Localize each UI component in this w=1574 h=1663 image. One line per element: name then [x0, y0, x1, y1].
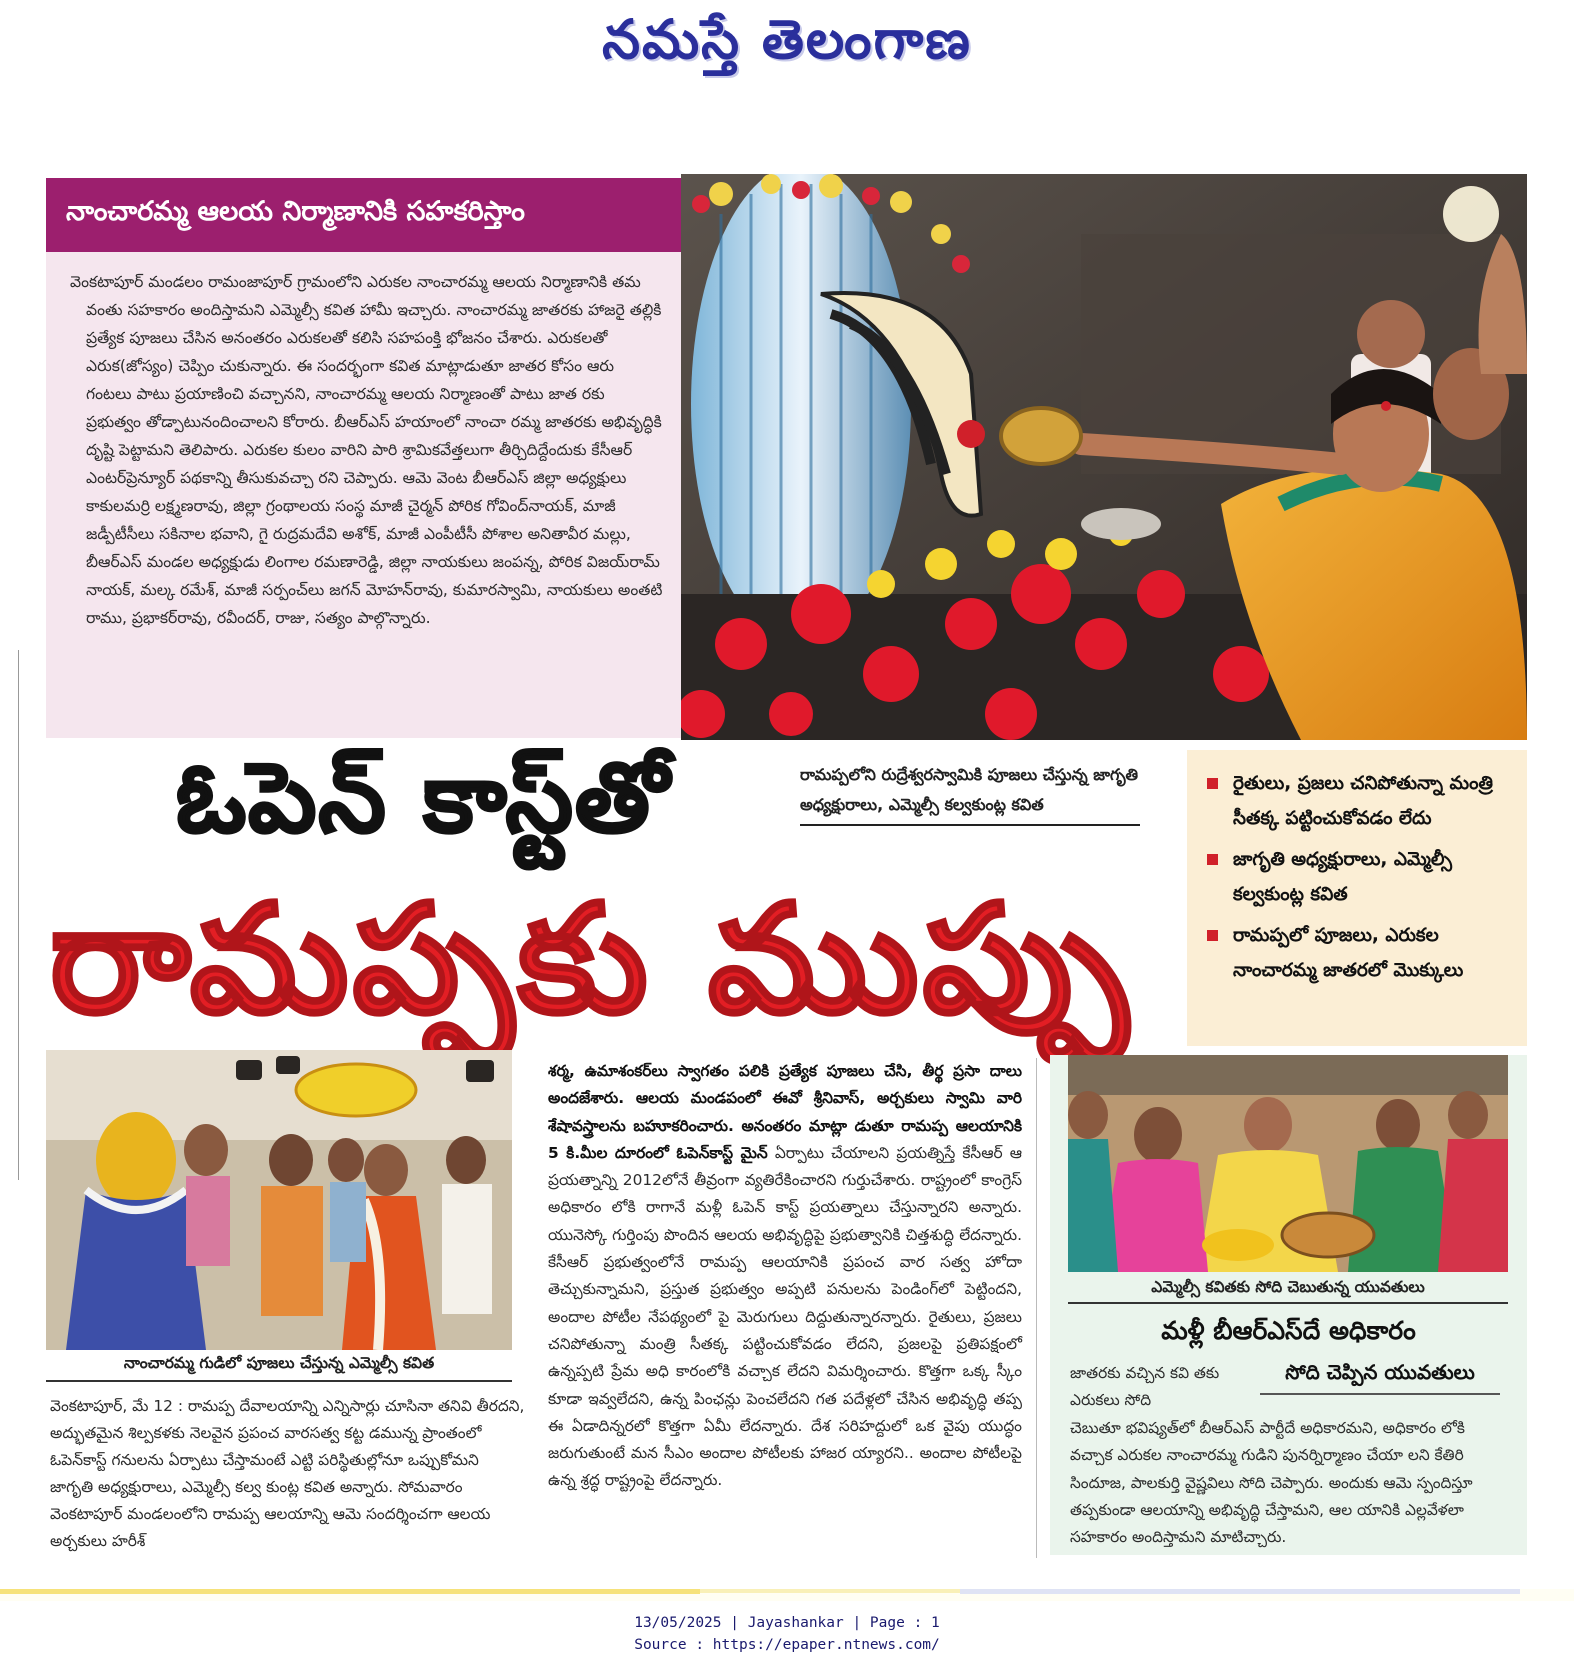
highlights-box: [1187, 750, 1527, 1046]
footer-date-line: 13/05/2025 | Jayashankar | Page : 1: [634, 1615, 940, 1631]
square-bullet-icon: [1207, 778, 1218, 789]
bottom-left-photo-caption: నాంచారమ్మ గుడిలో పూజలు చేస్తున్న ఎమ్మెల్సీ కవిత: [123, 1354, 435, 1372]
highlight-text: రామప్పలో పూజలు, ఎరుకల నాంచారమ్మ జాతరలో మొక్కులు: [1233, 925, 1464, 981]
temple-puja-photo-illustration: [681, 174, 1527, 740]
side-story-text: చెబుతూ భవిష్యత్‌లో బీఆర్ఎస్ పార్టీదే అధికారమని, అధికారం లోకి వచ్చాక ఎరుకల నాంచారమ్మ గుడిని పునర్నిర్మాణం చేయా లని కేతిరి సిందూజ, పాలకుర్తి వైష్ణవిలు సోది చెప్పారు. అందుకు ఆమె స్పందిస్తూ తప్పకుండా ఆలయాన్ని అభివృద్ధి చేస్తామని, ఆల యానికి ఎల్లవేళలా సహకారం అందిస్తామని మాటిచ్చారు.: [1070, 1419, 1473, 1547]
main-story-text-2: ఏర్పాటు చేయాలని ప్రయత్నిస్తే కేసీఆర్ ఆ ప్రయత్నాన్ని 2012లోనే తీవ్రంగా వ్యతిరేకించారని గుర్తుచేశారు. రాష్ట్రంలో కాంగ్రెస్ అధికారం లోకి రాగానే మళ్లీ ఓపెన్ కాస్ట్ ప్రయత్నాలు చేస్తున్నారని అన్నారు. యునెస్కో గుర్తింపు పొందిన ఆలయ అభివృద్ధిపై ప్రభుత్వానికి చిత్తశుద్ధి లేదన్నారు. కేసీఆర్ ప్రభుత్వంలోనే రామప్ప ఆలయానికి ప్రపంచ వార సత్వ హోదా తెచ్చుకున్నామని, ప్రస్తుత ప్రభుత్వం అప్పటి పనులను పెండింగ్‌లో పెట్టిందని, అందాల పోటీల నేపథ్యంలో పై మెరుగులు దిద్దుతున్నారన్నారు. రైతులు, ప్రజలు చనిపోతున్నా మంత్రి సీతక్క పట్టించుకోవడం లేదని, ప్రజలపై ప్రతిపక్షంలో ఉన్నప్పటి ప్రేమ అధి కారంలోకి వచ్చాక లేదని విమర్శించారు. కొత్తగా ఒక్క స్కీం కూడా ఇవ్వలేదని, ఉన్న పింఛన్లు పెంచలేదని గత పదేళ్లలో చేసిన అభివృద్ధి తప్ప ఈ ఏడాదిన్నరలో కొత్తగా ఏమీ లేదన్నారు. దేశ సరిహద్దులో ఒక వైపు యుద్ధం జరుగుతుంటే మన సీఎం అందాల పోటీలకు హాజర య్యారని.. అందాల పోటీలపై ఉన్న శ్రద్ధ రాష్ట్రంపై లేదన్నారు.: [548, 1143, 1022, 1490]
bottom-color-strip: [0, 1586, 1574, 1598]
highlight-item: [1205, 766, 1515, 836]
temple-puja-photo: [681, 174, 1527, 740]
column-divider: [1036, 1058, 1037, 1558]
side-story-text-start: జాతరకు వచ్చిన కవి తకు ఎరుకలు సోది: [1070, 1364, 1220, 1410]
highlight-text: రైతులు, ప్రజలు చనిపోతున్నా మంత్రి సీతక్క పట్టించుకోవడం లేదు: [1233, 773, 1493, 829]
main-story-text-1: వెంకటాపూర్, మే 12 : రామప్ప దేవాలయాన్ని ఎన్నిసార్లు చూసినా తనివి తీరదని, అద్భుతమైన శిల్పకళకు నెలవైన ప్రపంచ వారసత్వ కట్ట డమున్న ప్రాంతంలో ఓపెన్‌కాస్ట్ గనులను ఏర్పాటు చేస్తామంటే ఎట్టి పరిస్థితుల్లోనూ ఒప్పుకోమని జాగృతి అధ్యక్షురాలు, ఎమ్మెల్సీ కల్వ కుంట్ల కవిత అన్నారు. సోమవారం వెంకటాపూర్ మండలంలోని రామప్ప ఆలయాన్ని ఆమె సందర్శించగా ఆలయ అర్చకులు హరీశ్: [50, 1397, 525, 1550]
top-story-text: వెంకటాపూర్ మండలం రామంజాపూర్ గ్రామంలోని ఎరుకల నాంచారమ్మ ఆలయ నిర్మాణానికి తమ వంతు సహకారం అందిస్తామని ఎమ్మెల్సీ కవిత హామీ ఇచ్చారు. నాంచారమ్మ జాతరకు హాజరై తల్లికి ప్రత్యేక పూజలు చేసిన అనంతరం ఎరుకలతో కలిసి సహపంక్తి భోజనం చేశారు. ఎరుకలతో ఎరుక(జోస్యం) చెప్పిం చుకున్నారు. ఈ సందర్భంగా కవిత మాట్లాడుతూ జాతర కోసం ఆరు గంటలు పాటు ప్రయాణించి వచ్చానని, నాంచారమ్మ ఆలయ నిర్మాణంతో పాటు జాత రకు ప్రభుత్వం తోడ్పాటునందించాలని కోరారు. బీఆర్ఎస్ హయాంలో నాంచా రమ్మ జాతరకు అభివృద్ధికి దృష్టి పెట్టామని తెలిపారు. ఎరుకల కులం వారిని పారి శ్రామికవేత్తలుగా తీర్చిదిద్దేందుకు కేసీఆర్ ఎంటర్‌ప్రెన్యూర్ పథకాన్ని తీసుకువచ్చా రని చెప్పారు. ఆమె వెంట బీఆర్ఎస్ జిల్లా అధ్యక్షులు కాకులమర్రి లక్ష్మణరావు, జిల్లా గ్రంథాలయ సంస్థ మాజీ చైర్మన్ పోరిక గోవింద్‌నాయక్, మాజీ జడ్పీటీసీలు సకినాల భవాని, గై రుద్రమదేవి అశోక్, మాజీ ఎంపీటీసీ పోశాల అనితావీర మల్లు, బీఆర్ఎస్ మండల అధ్యక్షుడు లింగాల రమణారెడ్డి, జిల్లా నాయకులు జంపన్న, పోరిక విజయ్‌రామ్ నాయక్, మల్క రమేశ్, మాజీ సర్పంచ్‌లు జగన్ మోహన్‌రావు, కుమారస్వామి, నాయకులు అంతటి రాము, ప్రభాకర్‌రావు, రవీందర్, రాజు, సత్యం పాల్గొన్నారు.: [70, 273, 663, 627]
side-story-heading: మళ్లీ బీఆర్ఎస్‌దే అధికారం: [1161, 1316, 1416, 1345]
bottom-right-photo-caption: ఎమ్మెల్సీ కవితకు సోది చెబుతున్న యువతులు: [1151, 1278, 1425, 1296]
newspaper-logo: నమస్తే తెలంగాణ: [602, 8, 972, 71]
highlight-item: [1205, 918, 1515, 988]
main-story-column-2: [548, 1058, 1022, 1495]
main-story-column-1: [50, 1393, 525, 1555]
main-story-lead-text: శర్మ, ఉమాశంకర్‌లు స్వాగతం పలికి ప్రత్యేక పూజలు చేసి, తీర్థ ప్రసా దాలు అందజేశారు. ఆలయ మండపంలో ఈవో శ్రీనివాస్, అర్చకులు స్వామి వారి శేషావస్త్రాలను బహూకరించారు. అనంతరం మాట్లా డుతూ రామప్ప ఆలయానికి 5 కి.మీల దూరంలో ఓపెన్‌కాస్ట్ మైన్: [548, 1062, 1022, 1162]
headline-line-1: ఓపెన్ కాస్ట్‌తో: [176, 742, 671, 854]
highlights-list: [1187, 750, 1527, 988]
page-edge-rule: [18, 650, 19, 1180]
nancharamma-temple-photo: [46, 1050, 512, 1350]
soothsaying-photo-illustration: [1068, 1055, 1508, 1272]
footer-source-link[interactable]: Source : https://epaper.ntnews.com/: [634, 1637, 940, 1653]
highlight-text: జాగృతి అధ్యక్షురాలు, ఎమ్మెల్సీ కల్వకుంట్ల కవిత: [1233, 849, 1452, 905]
page-footer: [0, 1612, 1574, 1656]
soothsaying-photo: [1068, 1055, 1508, 1272]
nancharamma-temple-photo-illustration: [46, 1050, 512, 1350]
caption-rule: [1068, 1302, 1508, 1304]
highlight-item: [1205, 842, 1515, 912]
top-story-heading-bar: [46, 178, 681, 252]
caption-rule: [46, 1380, 512, 1382]
square-bullet-icon: [1207, 930, 1218, 941]
color-strip-illustration: [0, 1589, 1574, 1601]
top-story-body: [64, 268, 664, 718]
headline-line-2: రామప్పకు ముప్పు: [50, 873, 1133, 1047]
square-bullet-icon: [1207, 854, 1218, 865]
top-story-heading: నాంచారమ్మ ఆలయ నిర్మాణానికి సహకరిస్తాం: [66, 196, 525, 227]
masthead: [0, 0, 1574, 100]
top-photo-caption: రామప్పలోని రుద్రేశ్వరస్వామికి పూజలు చేస్తున్న జాగృతి అధ్యక్షురాలు, ఎమ్మెల్సీ కల్వకుంట్ల కవిత: [800, 760, 1140, 826]
side-story-subheading: సోది చెప్పిన యువతులు: [1260, 1360, 1500, 1395]
